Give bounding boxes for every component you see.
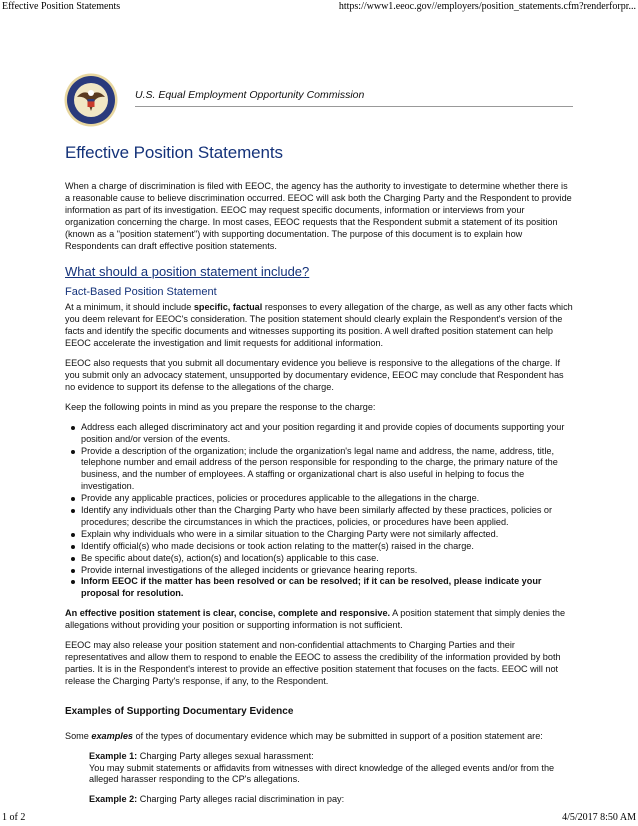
points-list xyxy=(65,422,575,601)
example-1-title: Charging Party alleges sexual harassment: xyxy=(137,750,314,761)
section-heading-position-statement[interactable]: What should a position statement include? xyxy=(65,264,310,280)
effective-paragraph: An effective position statement is clear, concise, complete and responsive. A position statement that simply denies the allegations without providing your position or supporting information is not sufficient. xyxy=(65,608,566,631)
page-title: Effective Position Statements xyxy=(65,143,283,162)
examples-intro: Some examples of the types of documentary evidence which may be submitted in support of a position statement are: xyxy=(65,730,543,741)
list-item: Provide internal investigations of the alleged incidents or grievance hearing reports. xyxy=(81,565,575,577)
list-item: Address each alleged discriminatory act and your position regarding it and provide copies of documents supporting your position and/or version of the events. xyxy=(81,422,575,446)
print-datetime: 4/5/2017 8:50 AM xyxy=(562,812,636,823)
print-header-title: Effective Position Statements xyxy=(2,1,121,12)
examples-heading: Examples of Supporting Documentary Evidence xyxy=(65,705,294,717)
main-content xyxy=(65,143,575,814)
print-footer xyxy=(0,812,638,826)
list-item: Be specific about date(s), action(s) and location(s) applicable to this case. xyxy=(81,553,575,565)
example-1 xyxy=(89,751,575,787)
example-2 xyxy=(89,794,575,806)
intro-paragraph: When a charge of discrimination is filed with EEOC, the agency has the authority to investigate to determine whether there is a reasonable cause to believe discrimination occurred. EEOC will ask both the Charging Party and the Respondent to provide information as part of its investigation. EEOC may request specific documents, information or interviews from your organization concerning the charge. In most cases, EEOC requests that the Respondent submit a statement of its position (known as a "position statement") with supporting documentation. The purpose of this document is to explain how Respondents can draft effective position statements. xyxy=(65,181,572,251)
list-item: Explain why individuals who were in a similar situation to the Charging Party were not similarly affected. xyxy=(81,529,575,541)
eeoc-seal-icon xyxy=(64,73,118,127)
fact-paragraph: At a minimum, it should include specific, factual responses to every allegation of the charge, as well as any other facts which you deem relevant for EEOC's consideration. The position statement should clearly explain the Respondent's version of the facts and identify the specific documents and witnesses supporting its position. A well drafted position statement can help EEOC accelerate the investigation and limit requests for additional information. xyxy=(65,302,573,349)
list-item: Provide any applicable practices, policies or procedures applicable to the allegations in the charge. xyxy=(81,493,575,505)
list-item: Identify official(s) who made decisions or took action relating to the matter(s) raised in the charge. xyxy=(81,541,575,553)
page-count: 1 of 2 xyxy=(2,812,26,823)
agency-name: U.S. Equal Employment Opportunity Commission xyxy=(135,89,573,107)
evidence-paragraph: EEOC also requests that you submit all documentary evidence you believe is responsive to the allegations of the charge. If you submit only an advocacy statement, unsupported by documentary evidence, EEOC may conclude that Respondent has no evidence to support its defense to the allegations of the charge. xyxy=(65,358,564,392)
example-1-body: You may submit statements or affidavits from witnesses with direct knowledge of the alleged events and/or from the alleged harasser responding to the CP's allegations. xyxy=(89,762,555,785)
subsection-heading-fact-based: Fact-Based Position Statement xyxy=(65,286,217,299)
print-header xyxy=(0,1,638,15)
keep-paragraph: Keep the following points in mind as you prepare the response to the charge: xyxy=(65,401,376,412)
release-paragraph: EEOC may also release your position statement and non-confidential attachments to Charging Parties and their representatives and allow them to respond to enable the EEOC to assess the credibility of the information provided by both parties. It is in the Respondent's interest to provide an effective position statement that focuses on the facts. EEOC will not release the Charging Party's response, if any, to the Respondent. xyxy=(65,640,561,686)
list-item-resolution: Inform EEOC if the matter has been resolved or can be resolved; if it can be resolved, please indicate your proposal for resolution. xyxy=(81,576,575,600)
example-2-label: Example 2: xyxy=(89,794,138,805)
example-2-title: Charging Party alleges racial discrimination in pay: xyxy=(137,794,345,805)
list-item: Identify any individuals other than the Charging Party who have been similarly affected by these practices, policies or procedures; describe the circumstances in which the practices, policies, or procedures have been applied. xyxy=(81,505,575,529)
print-header-url: https://www1.eeoc.gov//employers/position_statements.cfm?renderforpr... xyxy=(338,1,636,12)
list-item: Provide a description of the organization; include the organization's legal name and address, the name, address, title, telephone number and email address of the person responsible for responding to the charge, the primary nature of the business, and the number of employees. A staffing or organizational chart is also useful in helping to focus the investigation. xyxy=(81,446,575,494)
example-1-label: Example 1: xyxy=(89,750,138,761)
